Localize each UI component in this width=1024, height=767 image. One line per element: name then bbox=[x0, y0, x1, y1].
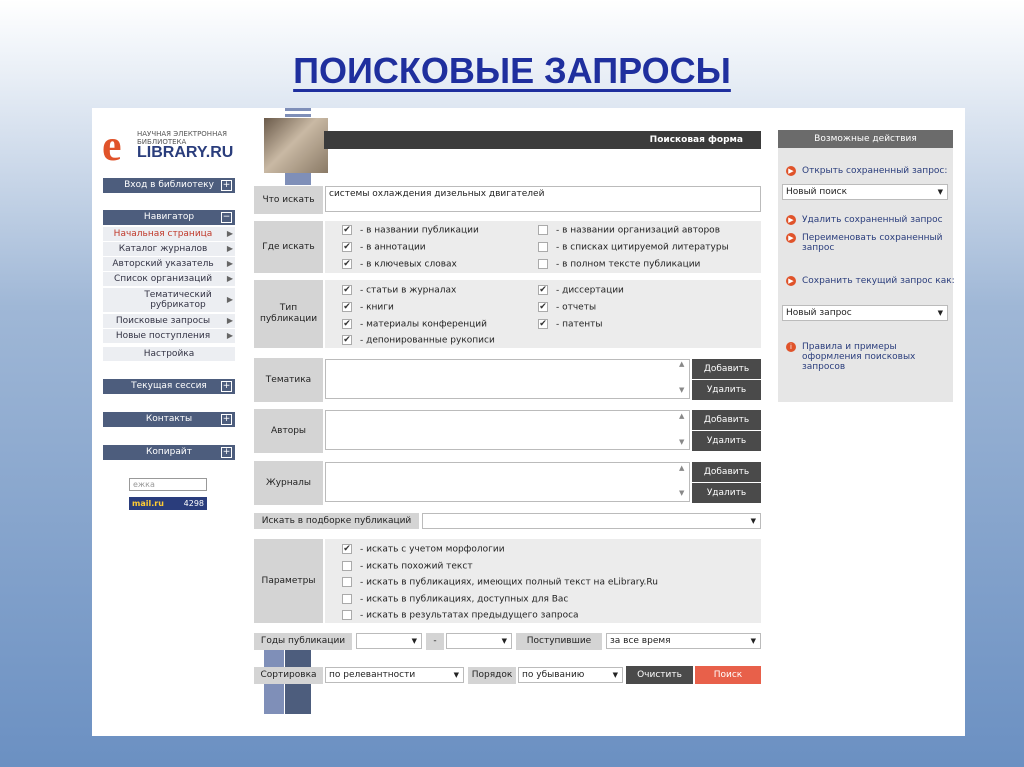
journals-remove-button[interactable]: Удалить bbox=[692, 483, 761, 503]
option-label: - в названии публикации bbox=[360, 225, 479, 236]
screenshot-panel bbox=[92, 108, 965, 736]
checkbox[interactable] bbox=[538, 259, 548, 269]
nav-label: Каталог журналов bbox=[118, 244, 208, 254]
checkbox[interactable] bbox=[342, 561, 352, 571]
login-bar[interactable] bbox=[103, 178, 235, 193]
order-select[interactable] bbox=[518, 667, 623, 683]
year-from-select[interactable] bbox=[356, 633, 422, 649]
nav-item-rubricator[interactable] bbox=[103, 288, 235, 312]
option-label: - искать похожий текст bbox=[360, 561, 473, 572]
sort-select[interactable] bbox=[325, 667, 464, 683]
param-similar-option[interactable] bbox=[342, 561, 473, 572]
authors-add-button[interactable]: Добавить bbox=[692, 410, 761, 430]
nav-item-organizations[interactable] bbox=[103, 272, 235, 286]
mail-label: mail.ru bbox=[132, 499, 164, 508]
option-label: - статьи в журналах bbox=[360, 285, 457, 296]
option-label: - отчеты bbox=[556, 302, 597, 313]
select-value: Новый запрос bbox=[786, 308, 852, 318]
rules-link[interactable] bbox=[786, 342, 956, 372]
select-value: за все время bbox=[610, 636, 671, 646]
topic-add-button[interactable]: Добавить bbox=[692, 359, 761, 379]
nav-label: Настройка bbox=[143, 349, 195, 359]
checkbox-checked[interactable]: ✔ bbox=[343, 242, 351, 252]
year-to-select[interactable] bbox=[446, 633, 512, 649]
nav-label: Авторский указатель bbox=[112, 259, 214, 269]
logo-subtitle: НАУЧНАЯ ЭЛЕКТРОННАЯ БИБЛИОТЕКА bbox=[137, 130, 227, 146]
years-dash: - bbox=[426, 633, 444, 650]
param-previous-option[interactable] bbox=[342, 610, 579, 621]
arrow-right-icon: ▶ bbox=[226, 229, 233, 238]
topic-list[interactable] bbox=[325, 359, 690, 399]
where-keywords-option[interactable] bbox=[342, 259, 457, 270]
collapse-icon[interactable]: − bbox=[222, 212, 231, 222]
years-label: Годы публикации bbox=[254, 633, 352, 650]
type-articles-option[interactable] bbox=[342, 285, 456, 296]
select-value: по убыванию bbox=[522, 670, 585, 680]
dropdown-arrow-icon: ▼ bbox=[750, 517, 756, 525]
type-conferences-option[interactable] bbox=[342, 319, 487, 330]
param-fulltext-option[interactable] bbox=[342, 577, 658, 588]
topic-label: Тематика bbox=[254, 358, 323, 402]
save-as-select[interactable] bbox=[782, 305, 948, 321]
type-books-option[interactable] bbox=[342, 302, 394, 313]
mail-counter[interactable] bbox=[129, 497, 207, 510]
arrow-right-icon: ▶ bbox=[786, 276, 796, 286]
where-label: Где искать bbox=[254, 221, 323, 273]
session-label: Текущая сессия bbox=[131, 381, 207, 391]
where-abstract-option[interactable] bbox=[342, 242, 426, 253]
info-icon: i bbox=[786, 342, 796, 352]
arrow-right-icon: ▶ bbox=[226, 295, 233, 304]
dropdown-arrow-icon: ▼ bbox=[411, 637, 417, 645]
scroll-down-icon[interactable]: ▼ bbox=[679, 438, 685, 446]
order-label: Порядок bbox=[468, 667, 516, 684]
navigator-bar[interactable] bbox=[103, 210, 235, 225]
counter-search-input[interactable]: ежка bbox=[129, 478, 207, 491]
nav-item-authors[interactable] bbox=[103, 257, 235, 271]
nav-label: Начальная страница bbox=[113, 229, 213, 239]
action-label: Правила и примеры оформления поисковых запросов bbox=[802, 342, 916, 372]
journals-label: Журналы bbox=[254, 461, 323, 505]
checkbox[interactable] bbox=[538, 225, 548, 235]
scroll-down-icon[interactable]: ▼ bbox=[679, 386, 685, 394]
journals-add-button[interactable]: Добавить bbox=[692, 462, 761, 482]
scroll-up-icon[interactable]: ▲ bbox=[679, 360, 685, 368]
option-label: - диссертации bbox=[556, 285, 624, 296]
scroll-down-icon[interactable]: ▼ bbox=[679, 489, 685, 497]
authors-remove-button[interactable]: Удалить bbox=[692, 431, 761, 451]
authors-label: Авторы bbox=[254, 409, 323, 453]
checkbox-checked[interactable]: ✔ bbox=[343, 259, 351, 269]
nav-item-new-arrivals[interactable] bbox=[103, 329, 235, 343]
option-label: - в аннотации bbox=[360, 242, 426, 253]
arrow-right-icon: ▶ bbox=[226, 274, 233, 283]
checkbox[interactable] bbox=[538, 242, 548, 252]
option-label: - книги bbox=[360, 302, 394, 313]
arrow-right-icon: ▶ bbox=[786, 166, 796, 176]
arrow-right-icon: ▶ bbox=[786, 215, 796, 225]
params-label: Параметры bbox=[254, 539, 323, 623]
arrow-right-icon: ▶ bbox=[226, 331, 233, 340]
arrow-right-icon: ▶ bbox=[226, 316, 233, 325]
delete-saved-link[interactable] bbox=[786, 215, 956, 225]
select-value: Новый поиск bbox=[786, 187, 848, 197]
arrived-select[interactable] bbox=[606, 633, 761, 649]
type-reports-option[interactable] bbox=[538, 302, 596, 313]
what-label: Что искать bbox=[254, 186, 323, 214]
action-label: Сохранить текущий запрос как: bbox=[802, 276, 955, 286]
where-fulltext-option[interactable] bbox=[538, 259, 700, 270]
rename-saved-link[interactable] bbox=[786, 233, 956, 253]
mail-count: 4298 bbox=[183, 499, 204, 508]
arrow-right-icon: ▶ bbox=[226, 259, 233, 268]
option-label: - материалы конференций bbox=[360, 319, 488, 330]
sort-label: Сортировка bbox=[254, 667, 323, 684]
login-label: Вход в библиотеку bbox=[124, 180, 214, 190]
dropdown-arrow-icon: ▼ bbox=[937, 188, 943, 196]
collection-label: Искать в подборке публикаций bbox=[254, 513, 419, 529]
search-button[interactable]: Поиск bbox=[695, 666, 761, 684]
copyright-label: Копирайт bbox=[146, 447, 192, 457]
where-refs-option[interactable] bbox=[538, 242, 729, 253]
nav-label: Новые поступления bbox=[115, 331, 211, 341]
save-current-link[interactable] bbox=[786, 276, 956, 286]
header-photo bbox=[264, 118, 328, 173]
clear-button[interactable]: Очистить bbox=[626, 666, 693, 684]
expand-icon[interactable]: + bbox=[222, 381, 231, 391]
where-org-option[interactable] bbox=[538, 225, 720, 236]
contacts-label: Контакты bbox=[145, 414, 193, 424]
option-label: - в полном тексте публикации bbox=[556, 259, 701, 270]
nav-label: Список организаций bbox=[113, 274, 213, 284]
type-label: Тип публикации bbox=[254, 280, 323, 348]
option-label: - искать в результатах предыдущего запроса bbox=[360, 610, 579, 621]
search-form-header: Поисковая форма bbox=[324, 131, 761, 149]
type-dissertations-option[interactable] bbox=[538, 285, 624, 296]
actions-header: Возможные действия bbox=[778, 130, 953, 148]
option-label: - патенты bbox=[556, 319, 603, 330]
authors-list[interactable] bbox=[325, 410, 690, 450]
dropdown-arrow-icon: ▼ bbox=[501, 637, 507, 645]
select-value: по релевантности bbox=[329, 670, 416, 680]
checkbox-checked[interactable]: ✔ bbox=[343, 302, 351, 312]
expand-icon[interactable]: + bbox=[222, 180, 231, 190]
checkbox-checked[interactable]: ✔ bbox=[343, 335, 351, 345]
checkbox[interactable] bbox=[342, 577, 352, 587]
option-label: - искать с учетом морфологии bbox=[360, 544, 505, 555]
nav-item-journals[interactable] bbox=[103, 242, 235, 256]
dropdown-arrow-icon: ▼ bbox=[612, 671, 618, 679]
open-saved-link[interactable] bbox=[786, 166, 956, 176]
session-bar[interactable] bbox=[103, 379, 235, 394]
checkbox-checked[interactable]: ✔ bbox=[343, 319, 351, 329]
dropdown-arrow-icon: ▼ bbox=[937, 309, 943, 317]
collection-select[interactable] bbox=[422, 513, 761, 529]
checkbox-checked[interactable]: ✔ bbox=[539, 302, 547, 312]
action-label: Открыть сохраненный запрос: bbox=[802, 166, 948, 176]
where-title-option[interactable] bbox=[342, 225, 479, 236]
action-label: Удалить сохраненный запрос bbox=[802, 215, 943, 225]
saved-query-select[interactable] bbox=[782, 184, 948, 200]
nav-item-search-queries[interactable] bbox=[103, 314, 235, 328]
option-label: - в названии организаций авторов bbox=[556, 225, 720, 236]
expand-icon[interactable]: + bbox=[222, 414, 231, 424]
nav-label: Поисковые запросы bbox=[115, 316, 211, 326]
journals-list[interactable] bbox=[325, 462, 690, 502]
checkbox[interactable] bbox=[342, 594, 352, 604]
param-available-option[interactable] bbox=[342, 594, 568, 605]
param-morphology-option[interactable] bbox=[342, 544, 505, 555]
option-label: - искать в публикациях, доступных для Вас bbox=[360, 594, 569, 605]
checkbox-checked[interactable]: ✔ bbox=[539, 319, 547, 329]
expand-icon[interactable]: + bbox=[222, 447, 231, 457]
type-patents-option[interactable] bbox=[538, 319, 603, 330]
deco-stripe bbox=[285, 108, 311, 111]
contacts-bar[interactable] bbox=[103, 412, 235, 427]
nav-label: Тематический рубрикатор bbox=[144, 290, 212, 310]
dropdown-arrow-icon: ▼ bbox=[750, 637, 756, 645]
dropdown-arrow-icon: ▼ bbox=[453, 671, 459, 679]
checkbox-checked[interactable]: ✔ bbox=[343, 285, 351, 295]
scroll-up-icon[interactable]: ▲ bbox=[679, 412, 685, 420]
checkbox[interactable] bbox=[342, 610, 352, 620]
action-label: Переименовать сохраненный запрос bbox=[802, 233, 943, 253]
arrived-label: Поступившие bbox=[516, 633, 602, 650]
option-label: - в ключевых словах bbox=[360, 259, 457, 270]
topic-remove-button[interactable]: Удалить bbox=[692, 380, 761, 400]
checkbox-checked[interactable]: ✔ bbox=[343, 544, 351, 554]
slide-title: ПОИСКОВЫЕ ЗАПРОСЫ bbox=[293, 50, 731, 91]
nav-item-settings[interactable] bbox=[103, 347, 235, 361]
option-label: - в списках цитируемой литературы bbox=[556, 242, 729, 253]
deco-block bbox=[285, 173, 311, 185]
checkbox-checked[interactable]: ✔ bbox=[539, 285, 547, 295]
logo-title: LIBRARY.RU bbox=[137, 144, 234, 161]
type-deposited-option[interactable] bbox=[342, 335, 495, 346]
arrow-right-icon: ▶ bbox=[226, 244, 233, 253]
copyright-bar[interactable] bbox=[103, 445, 235, 460]
option-label: - депонированные рукописи bbox=[360, 335, 495, 346]
navigator-label: Навигатор bbox=[143, 212, 195, 222]
arrow-right-icon: ▶ bbox=[786, 233, 796, 243]
logo-letter: e bbox=[102, 121, 122, 170]
option-label: - искать в публикациях, имеющих полный текст на eLibrary.Ru bbox=[360, 577, 658, 588]
nav-item-home[interactable] bbox=[103, 227, 235, 241]
query-textarea[interactable]: системы охлаждения дизельных двигателей bbox=[325, 186, 761, 212]
checkbox-checked[interactable]: ✔ bbox=[343, 225, 351, 235]
scroll-up-icon[interactable]: ▲ bbox=[679, 464, 685, 472]
deco-stripe bbox=[285, 114, 311, 117]
